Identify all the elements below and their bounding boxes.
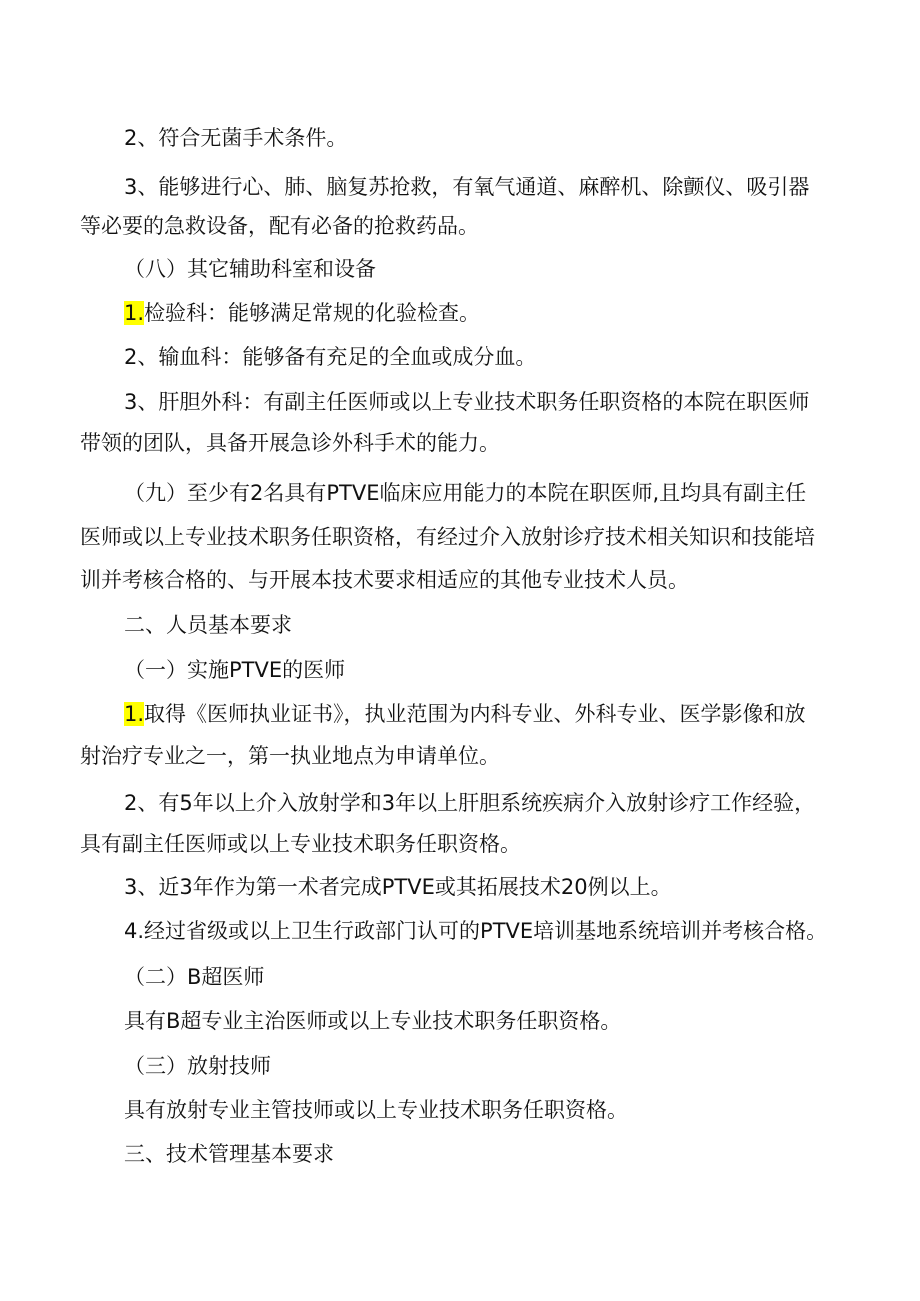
paragraph-hepatobiliary-cont: 带领的团队，具备开展急诊外科手术的能力。 (80, 431, 500, 455)
paragraph-radiology: 具有放射专业主管技师或以上专业技术职务任职资格。 (124, 1098, 628, 1122)
paragraph-hepatobiliary: 3、肝胆外科：有副主任医师或以上专业技术职务任职资格的本院在职医师 (124, 390, 810, 414)
paragraph-training: 4.经过省级或以上卫生行政部门认可的PTVE培训基地系统培训并考核合格。 (124, 919, 828, 943)
highlighted-number: 1. (124, 702, 145, 726)
paragraph-license-text: 取得《医师执业证书》，执业范围为内科专业、外科专业、医学影像和放 (144, 702, 806, 726)
paragraph-ultrasound: 具有B超专业主治医师或以上专业技术职务任职资格。 (124, 1009, 622, 1033)
paragraph-ptve-physicians-cont2: 训并考核合格的、与开展本技术要求相适应的其他专业技术人员。 (80, 568, 689, 592)
paragraph-experience: 2、有5年以上介入放射学和3年以上肝胆系统疾病介入放射诊疗工作经验， (124, 791, 816, 815)
paragraph-resuscitation: 3、能够进行心、肺、脑复苏抢救，有氧气通道、麻醉机、除颤仪、吸引器 (124, 175, 810, 199)
paragraph-ptve-physicians-cont1: 医师或以上专业技术职务任职资格，有经过介入放射诊疗技术相关知识和技能培 (80, 525, 815, 549)
paragraph-laboratory-text: 检验科：能够满足常规的化验检查。 (144, 301, 481, 325)
paragraph-sterile-surgery: 2、符合无菌手术条件。 (124, 126, 348, 150)
paragraph-license (124, 693, 806, 736)
heading-personnel-requirements: 二、人员基本要求 (124, 613, 292, 637)
paragraph-case-count: 3、近3年作为第一术者完成PTVE或其拓展技术20例以上。 (124, 875, 672, 899)
paragraph-ptve-physicians: （九）至少有2名具有PTVE临床应用能力的本院在职医师,且均具有副主任 (124, 481, 807, 505)
heading-auxiliary-departments: （八）其它辅助科室和设备 (124, 257, 376, 281)
paragraph-license-cont: 射治疗专业之一，第一执业地点为申请单位。 (80, 744, 500, 768)
paragraph-experience-cont: 具有副主任医师或以上专业技术职务任职资格。 (80, 832, 521, 856)
heading-radiology-technician: （三）放射技师 (124, 1054, 271, 1078)
heading-technical-management: 三、技术管理基本要求 (124, 1142, 334, 1166)
paragraph-blood-transfusion: 2、输血科：能够备有充足的全血或成分血。 (124, 345, 537, 369)
paragraph-laboratory (124, 292, 480, 335)
paragraph-resuscitation-cont: 等必要的急救设备，配有必备的抢救药品。 (80, 214, 479, 238)
heading-ptve-physician: （一）实施PTVE的医师 (124, 658, 346, 682)
highlighted-number: 1. (124, 301, 145, 325)
heading-ultrasound-physician: （二）B超医师 (124, 965, 265, 989)
